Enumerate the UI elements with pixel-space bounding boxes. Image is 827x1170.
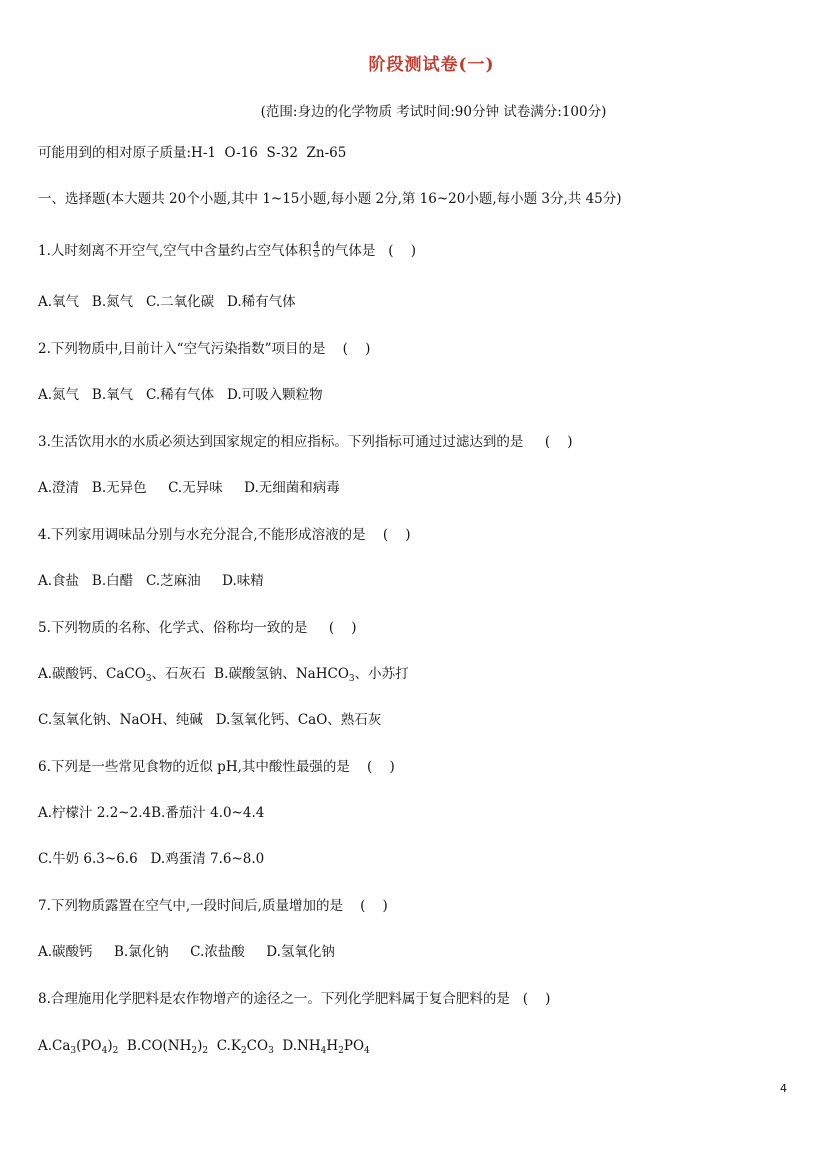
question-2-options: A.氮气 B.氧气 C.稀有气体 D.可吸入颗粒物 (38, 387, 323, 403)
question-5-options-ab: A.碳酸钙、CaCO$_3$、石灰石 B.碳酸氢钠、NaHCO$_3$、小苏打 (38, 666, 409, 684)
question-6: 6.下列是一些常见食物的近似 pH,其中酸性最强的是 ( ) (38, 759, 395, 775)
exam-info: (范围:身边的化学物质 考试时间:90分钟 试卷满分:100分) (260, 104, 607, 120)
question-7: 7.下列物质露置在空气中,一段时间后,质量增加的是 ( ) (38, 898, 388, 914)
question-1-options: A.氧气 B.氮气 C.二氧化碳 D.稀有气体 (38, 294, 296, 310)
page-title: 阶段测试卷(一) (368, 55, 495, 75)
question-8: 8.合理施用化学肥料是农作物增产的途径之一。下列化学肥料属于复合肥料的是 ( ) (38, 991, 551, 1007)
atomic-masses: 可能用到的相对原子质量:H-1 O-16 S-32 Zn-65 (38, 145, 347, 161)
question-3-options: A.澄清 B.无异色 C.无异味 D.无细菌和病毒 (38, 480, 340, 496)
question-5: 5.下列物质的名称、化学式、俗称均一致的是 ( ) (38, 620, 357, 636)
question-4: 4.下列家用调味品分别与水充分混合,不能形成溶液的是 ( ) (38, 527, 411, 543)
question-3: 3.生活饮用水的水质必须达到国家规定的相应指标。下列指标可通过过滤达到的是 ( ) (38, 434, 573, 450)
page-number: 4 (780, 1082, 787, 1095)
fraction: $\frac{4}{5}$ (313, 241, 320, 260)
question-6-options-ab: A.柠檬汁 2.2~2.4B.番茄汁 4.0~4.4 (38, 805, 265, 821)
question-5-options-cd: C.氢氧化钠、NaOH、纯碱 D.氢氧化钙、CaO、熟石灰 (38, 712, 382, 728)
section-heading: 一、选择题(本大题共 20个小题,其中 1~15小题,每小题 2分,第 16~20小题,每小题 3分,共 45分) (38, 191, 622, 207)
question-6-options-cd: C.牛奶 6.3~6.6 D.鸡蛋清 7.6~8.0 (38, 851, 265, 867)
question-8-options: $A.Ca_3(PO_4)_2$ $B.CO(NH_2)_2$ $C.K_2CO_3$ $D.NH_4H_2PO_4$ (38, 1038, 370, 1056)
question-7-options: A.碳酸钙 B.氯化钠 C.浓盐酸 D.氢氧化钠 (38, 944, 335, 960)
question-4-options: A.食盐 B.白醋 C.芝麻油 D.味精 (38, 573, 264, 589)
question-1: 1.人时刻离不开空气,空气中含量约占空气体积 $\frac{4}{5}$ 的气体是 ( ) (38, 241, 416, 260)
question-2: 2.下列物质中,目前计入“空气污染指数”项目的是 ( ) (38, 341, 371, 357)
